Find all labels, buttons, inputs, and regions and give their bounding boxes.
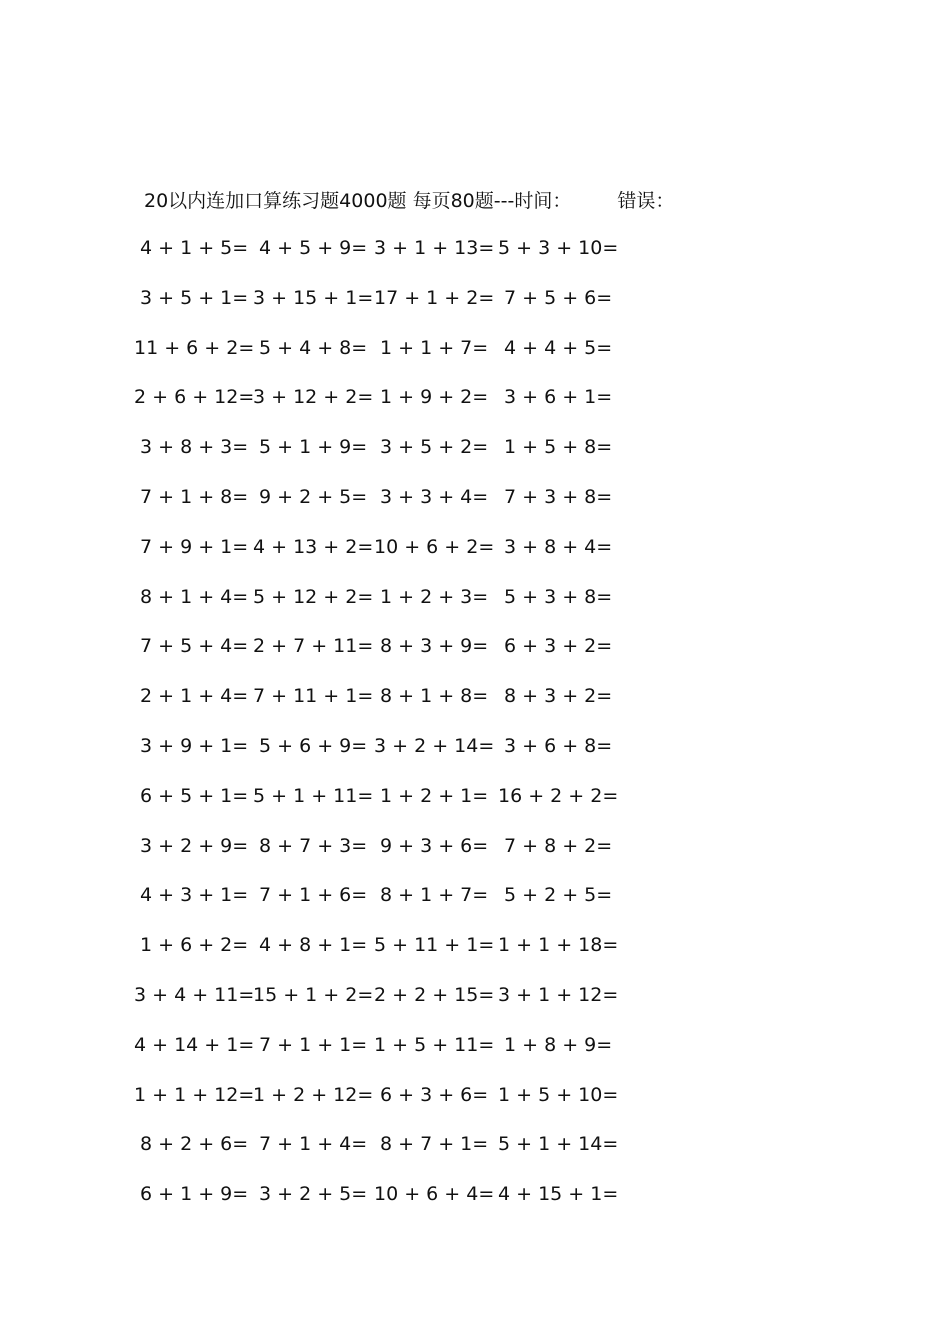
problem-row	[0, 1083, 950, 1133]
problem-item: 5 + 1 + 9=	[259, 436, 368, 459]
problem-row	[0, 1182, 950, 1232]
problem-grid	[0, 236, 950, 1232]
problem-item: 7 + 9 + 1=	[140, 535, 249, 558]
problem-item: 5 + 2 + 5=	[504, 884, 613, 907]
problem-item: 5 + 12 + 2=	[253, 585, 374, 608]
problem-item: 1 + 5 + 11=	[374, 1033, 495, 1056]
problem-item: 8 + 7 + 1=	[380, 1133, 489, 1156]
problem-item: 8 + 1 + 7=	[380, 884, 489, 907]
problem-item: 1 + 6 + 2=	[140, 934, 249, 957]
problem-row	[0, 336, 950, 386]
problem-item: 3 + 5 + 1=	[140, 286, 249, 309]
problem-item: 7 + 5 + 6=	[504, 286, 613, 309]
problem-item: 8 + 1 + 8=	[380, 685, 489, 708]
problem-item: 7 + 5 + 4=	[140, 635, 249, 658]
problem-item: 8 + 3 + 9=	[380, 635, 489, 658]
problem-item: 6 + 3 + 6=	[380, 1083, 489, 1106]
errors-label: 错误：	[617, 190, 675, 212]
problem-item: 7 + 1 + 6=	[259, 884, 368, 907]
problem-item: 3 + 15 + 1=	[253, 286, 374, 309]
problem-item: 8 + 3 + 2=	[504, 685, 613, 708]
problem-item: 4 + 1 + 5=	[140, 237, 249, 259]
problem-item: 7 + 11 + 1=	[253, 685, 374, 708]
problem-item: 1 + 1 + 12=	[134, 1083, 255, 1106]
problem-item: 4 + 13 + 2=	[253, 535, 374, 558]
problem-item: 3 + 8 + 4=	[504, 535, 613, 558]
problem-item: 1 + 9 + 2=	[380, 386, 489, 409]
problem-item: 3 + 2 + 5=	[259, 1183, 368, 1206]
problem-item: 6 + 5 + 1=	[140, 784, 249, 807]
problem-item: 10 + 6 + 4=	[374, 1183, 495, 1206]
problem-row	[0, 634, 950, 684]
problem-item: 1 + 1 + 18=	[498, 934, 619, 957]
problem-item: 2 + 1 + 4=	[140, 685, 249, 708]
problem-row	[0, 535, 950, 585]
problem-item: 3 + 6 + 8=	[504, 734, 613, 757]
problem-item: 7 + 1 + 1=	[259, 1033, 368, 1056]
problem-item: 1 + 5 + 10=	[498, 1083, 619, 1106]
problem-item: 1 + 8 + 9=	[504, 1033, 613, 1056]
problem-row	[0, 933, 950, 983]
problem-item: 10 + 6 + 2=	[374, 535, 495, 558]
problem-item: 5 + 11 + 1=	[374, 934, 495, 957]
problem-item: 2 + 7 + 11=	[253, 635, 374, 658]
problem-item: 1 + 2 + 1=	[380, 784, 489, 807]
problem-item: 2 + 6 + 12=	[134, 386, 255, 409]
problem-item: 4 + 4 + 5=	[504, 336, 613, 359]
problem-row	[0, 1033, 950, 1083]
problem-item: 4 + 3 + 1=	[140, 884, 249, 907]
problem-row	[0, 1132, 950, 1182]
problem-item: 7 + 1 + 8=	[140, 485, 249, 508]
problem-row	[0, 734, 950, 784]
problem-row	[0, 485, 950, 535]
problem-item: 1 + 2 + 3=	[380, 585, 489, 608]
problem-item: 4 + 8 + 1=	[259, 934, 368, 957]
problem-item: 3 + 2 + 9=	[140, 834, 249, 857]
problem-item: 5 + 1 + 14=	[498, 1133, 619, 1156]
problem-item: 3 + 1 + 12=	[498, 983, 619, 1006]
problem-row	[0, 286, 950, 336]
problem-item: 3 + 9 + 1=	[140, 734, 249, 757]
problem-item: 5 + 4 + 8=	[259, 336, 368, 359]
problem-row	[0, 834, 950, 884]
problem-item: 8 + 7 + 3=	[259, 834, 368, 857]
problem-item: 3 + 4 + 11=	[134, 983, 255, 1006]
worksheet-header	[144, 186, 674, 213]
problem-item: 3 + 1 + 13=	[374, 237, 495, 259]
problem-row	[0, 784, 950, 834]
problem-item: 8 + 1 + 4=	[140, 585, 249, 608]
problem-item: 3 + 2 + 14=	[374, 734, 495, 757]
problem-row	[0, 684, 950, 734]
problem-row	[0, 236, 950, 286]
problem-item: 15 + 1 + 2=	[253, 983, 374, 1006]
problem-item: 3 + 8 + 3=	[140, 436, 249, 459]
problem-item: 4 + 14 + 1=	[134, 1033, 255, 1056]
problem-item: 6 + 3 + 2=	[504, 635, 613, 658]
problem-item: 5 + 3 + 10=	[498, 237, 619, 259]
problem-item: 1 + 1 + 7=	[380, 336, 489, 359]
problem-item: 9 + 2 + 5=	[259, 485, 368, 508]
problem-row	[0, 585, 950, 635]
problem-item: 17 + 1 + 2=	[374, 286, 495, 309]
problem-item: 7 + 1 + 4=	[259, 1133, 368, 1156]
problem-item: 7 + 3 + 8=	[504, 485, 613, 508]
problem-item: 6 + 1 + 9=	[140, 1183, 249, 1206]
problem-item: 2 + 2 + 15=	[374, 983, 495, 1006]
problem-item: 4 + 5 + 9=	[259, 237, 368, 259]
problem-item: 1 + 5 + 8=	[504, 436, 613, 459]
problem-item: 8 + 2 + 6=	[140, 1133, 249, 1156]
problem-item: 16 + 2 + 2=	[498, 784, 619, 807]
problem-item: 4 + 15 + 1=	[498, 1183, 619, 1206]
problem-item: 5 + 3 + 8=	[504, 585, 613, 608]
problem-row	[0, 983, 950, 1033]
worksheet-title: 20以内连加口算练习题4000题 每页80题---时间：	[144, 190, 572, 212]
problem-item: 3 + 6 + 1=	[504, 386, 613, 409]
problem-item: 5 + 6 + 9=	[259, 734, 368, 757]
problem-item: 11 + 6 + 2=	[134, 336, 255, 359]
problem-item: 3 + 3 + 4=	[380, 485, 489, 508]
problem-item: 5 + 1 + 11=	[253, 784, 374, 807]
problem-row	[0, 883, 950, 933]
problem-item: 7 + 8 + 2=	[504, 834, 613, 857]
problem-item: 3 + 12 + 2=	[253, 386, 374, 409]
problem-item: 1 + 2 + 12=	[253, 1083, 374, 1106]
problem-item: 9 + 3 + 6=	[380, 834, 489, 857]
problem-row	[0, 435, 950, 485]
problem-item: 3 + 5 + 2=	[380, 436, 489, 459]
problem-row	[0, 385, 950, 435]
